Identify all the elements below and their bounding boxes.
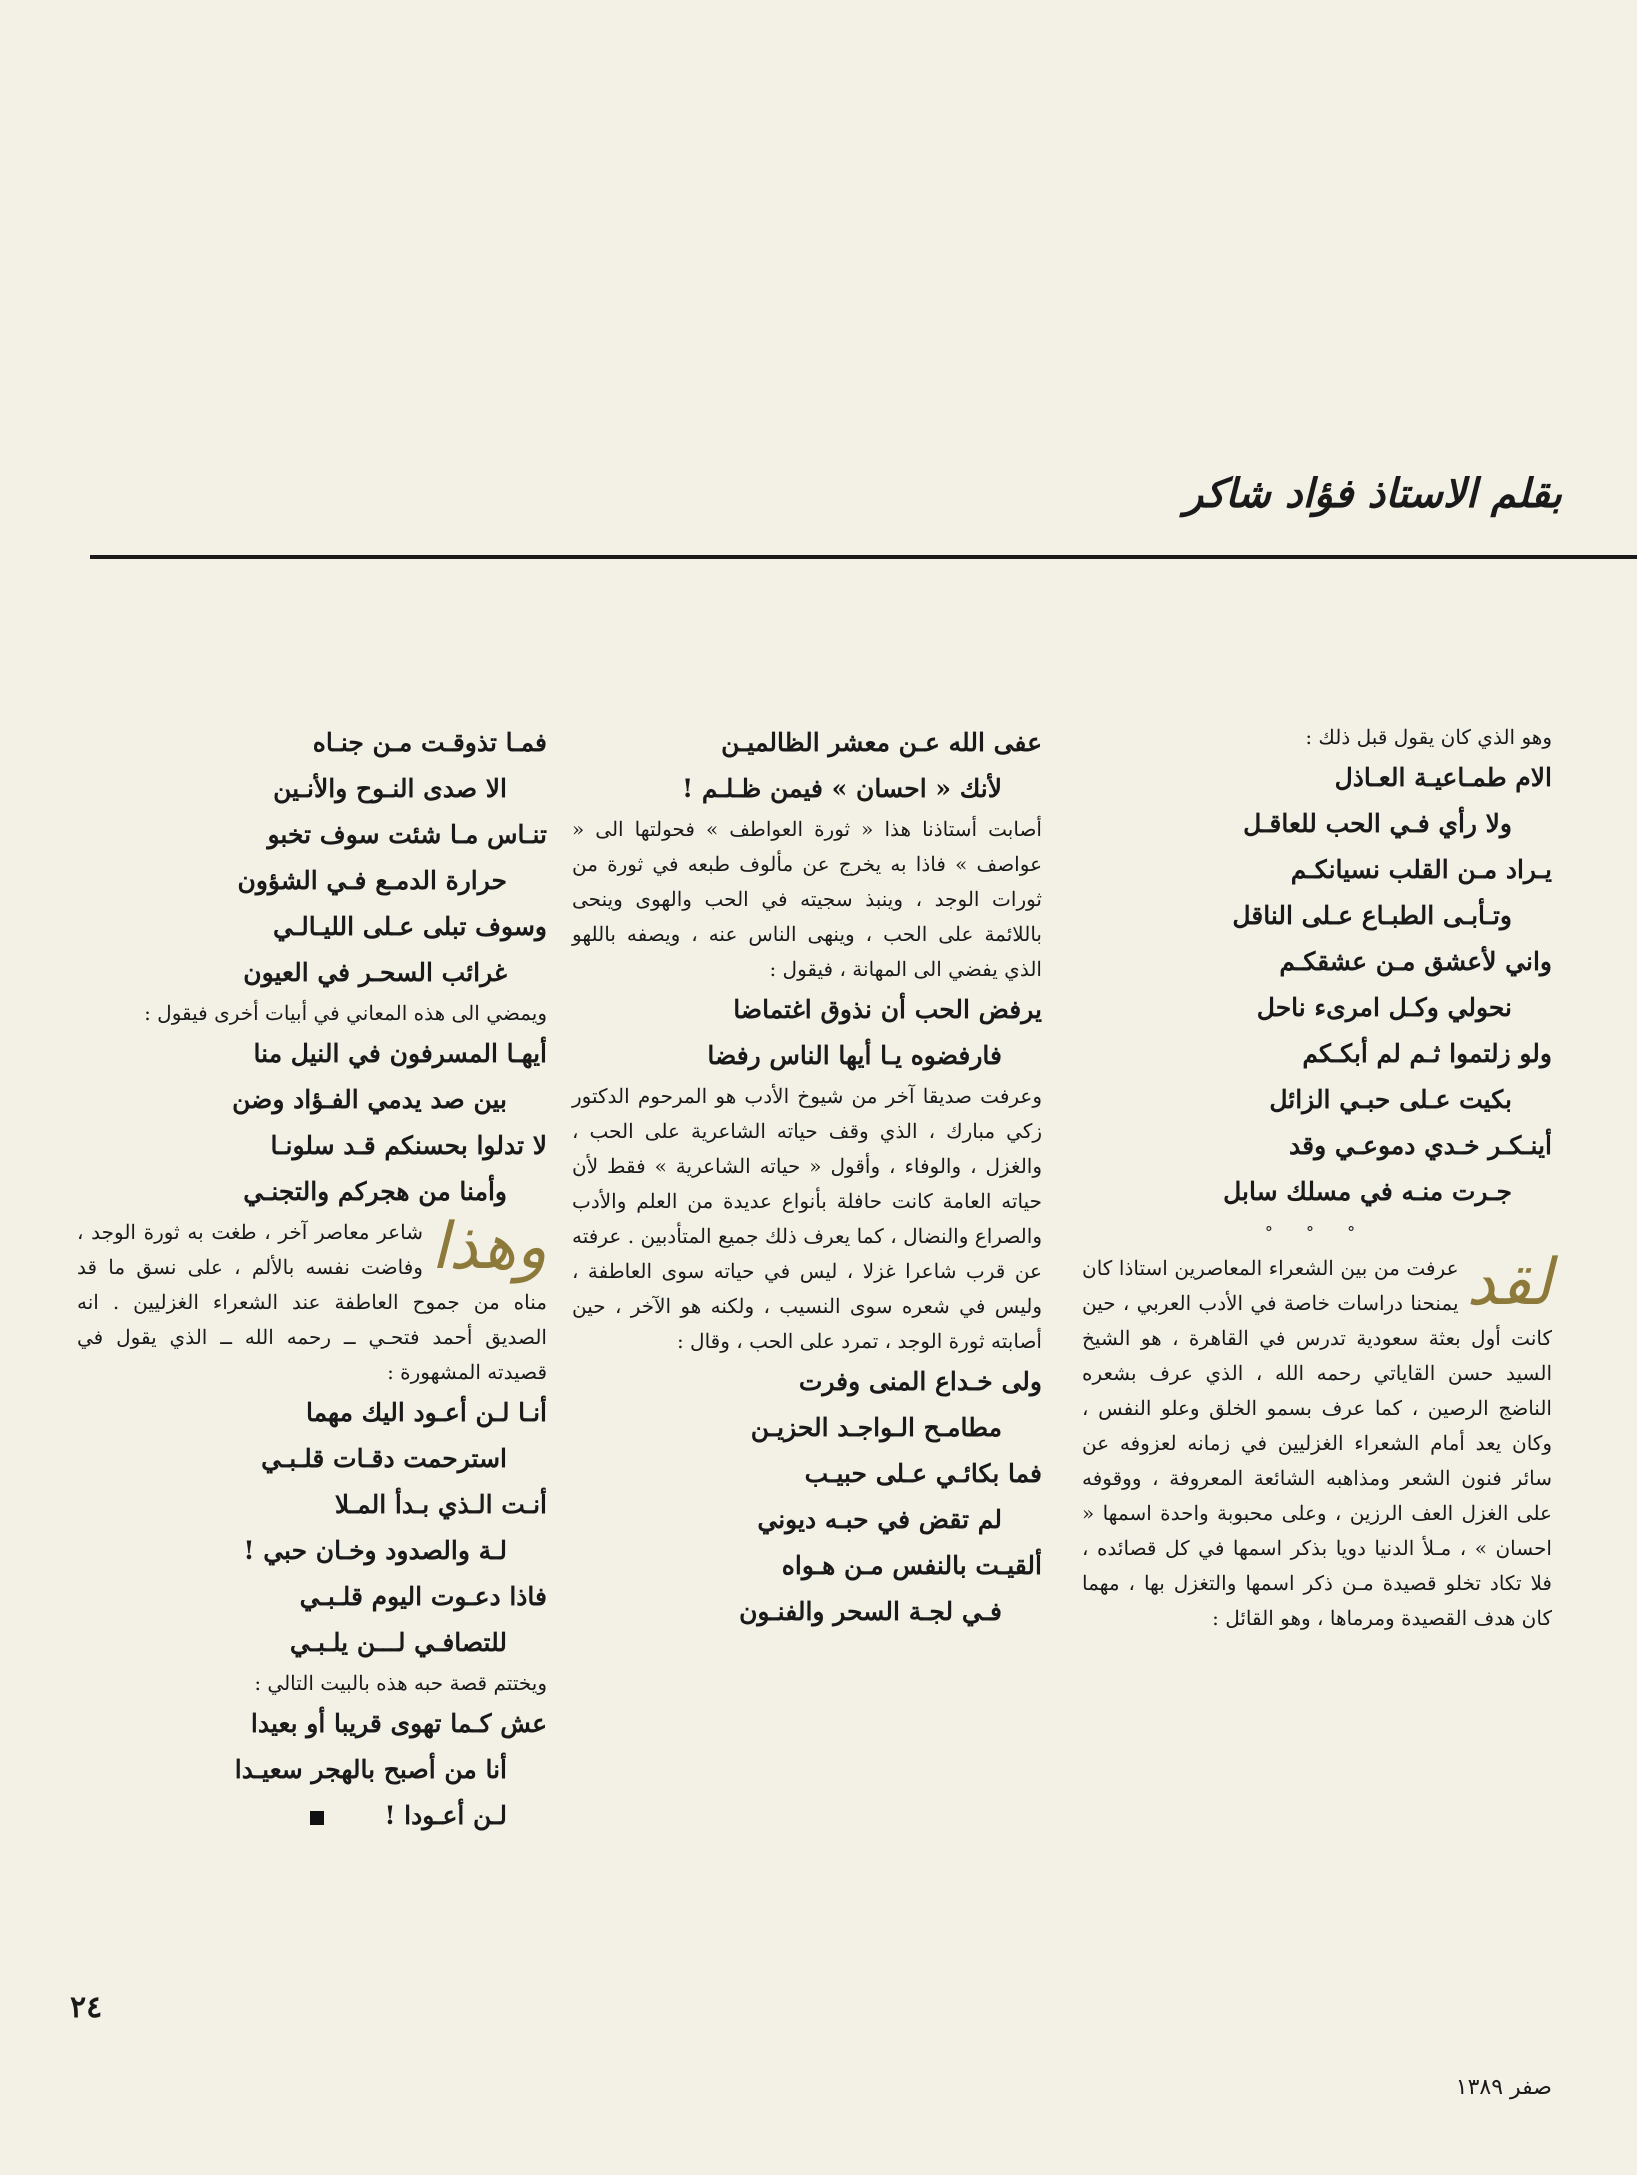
verse-line: الام طمـاعيـة العـاذل [1334,763,1552,792]
paragraph: ويختتم قصة حبه هذه بالبيت التالي : [254,1671,547,1695]
column-left [77,720,547,1839]
verse-line: استرحمت دقـات قلـبـي [261,1444,507,1473]
paragraph-text: شاعر معاصر آخر ، طغت به ثورة الوجد ، وفاضت نفسه بالألم ، على نسق ما قد مناه من جموح العاطفة عند الشعراء الغزليين . انه الصديق أحمد فتحـي ــ رحمه الله ــ الذي يقول في قصيدته المشهورة : [77,1220,547,1384]
paragraph [1082,1246,1552,1636]
column-middle [572,720,1042,1635]
verse-line: حرارة الدمـع فـي الشؤون [237,866,507,895]
verse-line: بين صد يدمي الفـؤاد وضن [232,1085,507,1114]
byline: بقلم الاستاذ فؤاد شاكر [1183,470,1562,517]
end-of-article-icon [310,1811,324,1825]
verse-line: يرفض الحب أن نذوق اغتماضا [733,995,1042,1024]
decorative-initial: لقد [1466,1246,1552,1320]
verse-line: أنـا لـن أعـود اليك مهما [305,1398,547,1427]
footer-date: صفر ١٣٨٩ [1455,2075,1552,2100]
verse-line: لـة والصدود وخـان حبي ! [243,1536,507,1565]
paragraph: وهو الذي كان يقول قبل ذلك : [1305,725,1552,749]
verse-line: عش كـما تهوى قريبا أو بعيدا [250,1709,547,1738]
verse-line: الا صدى النـوح والأنـين [273,774,507,803]
verse-line: ولا رأي فـي الحب للعاقـل [1243,809,1512,838]
verse-line: فـي لجـة السحر والفنـون [739,1597,1002,1626]
verse-line: بكيت عـلى حبـي الزائل [1269,1085,1512,1114]
verse-line: تنـاس مـا شئت سوف تخبو [267,820,547,849]
verse-line: لا تدلوا بحسنكم قـد سلونـا [270,1131,547,1160]
verse-line: وتـأبـى الطبـاع عـلى الناقل [1232,901,1512,930]
verse-line: فما بكائـي عـلى حبيـب [804,1459,1042,1488]
paragraph [77,1210,547,1390]
verse-line: ولو زلتموا ثـم لم أبكـكم [1302,1039,1552,1068]
verse-line: نحولي وكـل امرىء ناحل [1256,993,1512,1022]
verse-line: واني لأعشق مـن عشقكـم [1279,947,1552,976]
verse-line: أنا من أصبح بالهجر سعيـدا [234,1755,507,1784]
decorative-initial: وهذا [430,1210,547,1284]
header-rule [90,555,1637,559]
verse-line: لأنك « احسان » فيمن ظـلـم ! [682,774,1002,803]
verse-line: وأمنا من هجركم والتجنـي [243,1177,507,1206]
paragraph: ويمضي الى هذه المعاني في أبيات أخرى فيقول : [144,1001,547,1025]
verse-text: لـن أعـودا ! [384,1801,507,1830]
verse-line: لم تقض في حبـه ديوني [757,1505,1002,1534]
verse-line: جـرت منـه في مسلك سابل [1223,1177,1512,1206]
verse-line: ولى خـداع المنى وفرت [798,1367,1042,1396]
verse-line: فاذا دعـوت اليوم قلـبـي [299,1582,547,1611]
paragraph-text: عرفت من بين الشعراء المعاصرين استاذا كان يمنحنا دراسات خاصة في الأدب العربي ، حين كانت أول بعثة سعودية تدرس في القاهرة ، هو الشيخ السيد حسن القاياتي رحمه الله ، الذي عرف بشعره الناضج الرصين ، كما عرف بسمو الخلق وعلو النفس ، وكان يعد أمام الشعراء الغزليين في زمانه لعزوفه عن سائر فنون الشعر ومذاهبه الشائعة المعروفة ، ووقوفه على الغزل العف الرزين ، وعلى محبوبة واحدة اسمها « احسان » ، مـلأ الدنيا دويا بذكر اسمها في كل قصائده ، فلا تكاد تخلو قصيدة مـن ذكر اسمها والتغزل بها ، مهما كان هدف القصيدة ومرماها ، وهو القائل : [1082,1256,1552,1630]
verse-line: مطامـح الـواجـد الحزيـن [750,1413,1002,1442]
section-separator: ° ° ° [1264,1223,1370,1242]
column-right [1082,720,1552,1636]
verse-line: ألقيـت بالنفس مـن هـواه [781,1551,1042,1580]
verse-line [77,1793,547,1839]
verse-line: أنـت الـذي بـدأ المـلا [334,1490,547,1519]
verse-line: وسوف تبلى عـلى الليـالـي [272,912,547,941]
verse-line: يـراد مـن القلب نسيانكـم [1290,855,1552,884]
verse-line: فمـا تذوقـت مـن جنـاه [312,728,547,757]
verse-line: للتصافـي لـــن يلـبـي [289,1628,507,1657]
page-number: ٢٤ [70,1990,103,2025]
verse-line: غرائب السحـر في العيون [243,958,507,987]
verse-line: عفى الله عـن معشر الظالميـن [721,728,1042,757]
paragraph: وعرفت صديقا آخر من شيوخ الأدب هو المرحوم الدكتور زكي مبارك ، الذي وقف حياته الشاعرية على الحب ، والغزل ، والوفاء ، وأقول « حياته الشاعرية » فقط لأن حياته العامة كانت حافلة بأنواع عديدة من العلم والأدب والصراع والنضال ، كما يعرف ذلك جميع المتأدبين . عرفته عن قرب شاعرا غزلا ، ليس في حياته سوى العاطفة ، وليس في شعره سوى النسيب ، ولكنه هو الآخر ، حين أصابته ثورة الوجد ، تمرد على الحب ، وقال : [572,1084,1042,1353]
verse-line: أينـكـر خـدي دموعـي وقد [1289,1131,1552,1160]
verse-line: فارفضوه يـا أيها الناس رفضا [707,1041,1002,1070]
verse-line: أيهـا المسرفون في النيل منا [253,1039,547,1068]
paragraph: أصابت أستاذنا هذا « ثورة العواطف » فحولتها الى « عواصف » فاذا به يخرج عن مألوف طبعه في ثورة من ثورات الوجد ، وينبذ سجيته في الحب والهوى وينحى باللائمة على الحب ، وينهى الناس عنه ، ويصفه باللهو الذي يفضي الى المهانة ، فيقول : [572,817,1042,981]
